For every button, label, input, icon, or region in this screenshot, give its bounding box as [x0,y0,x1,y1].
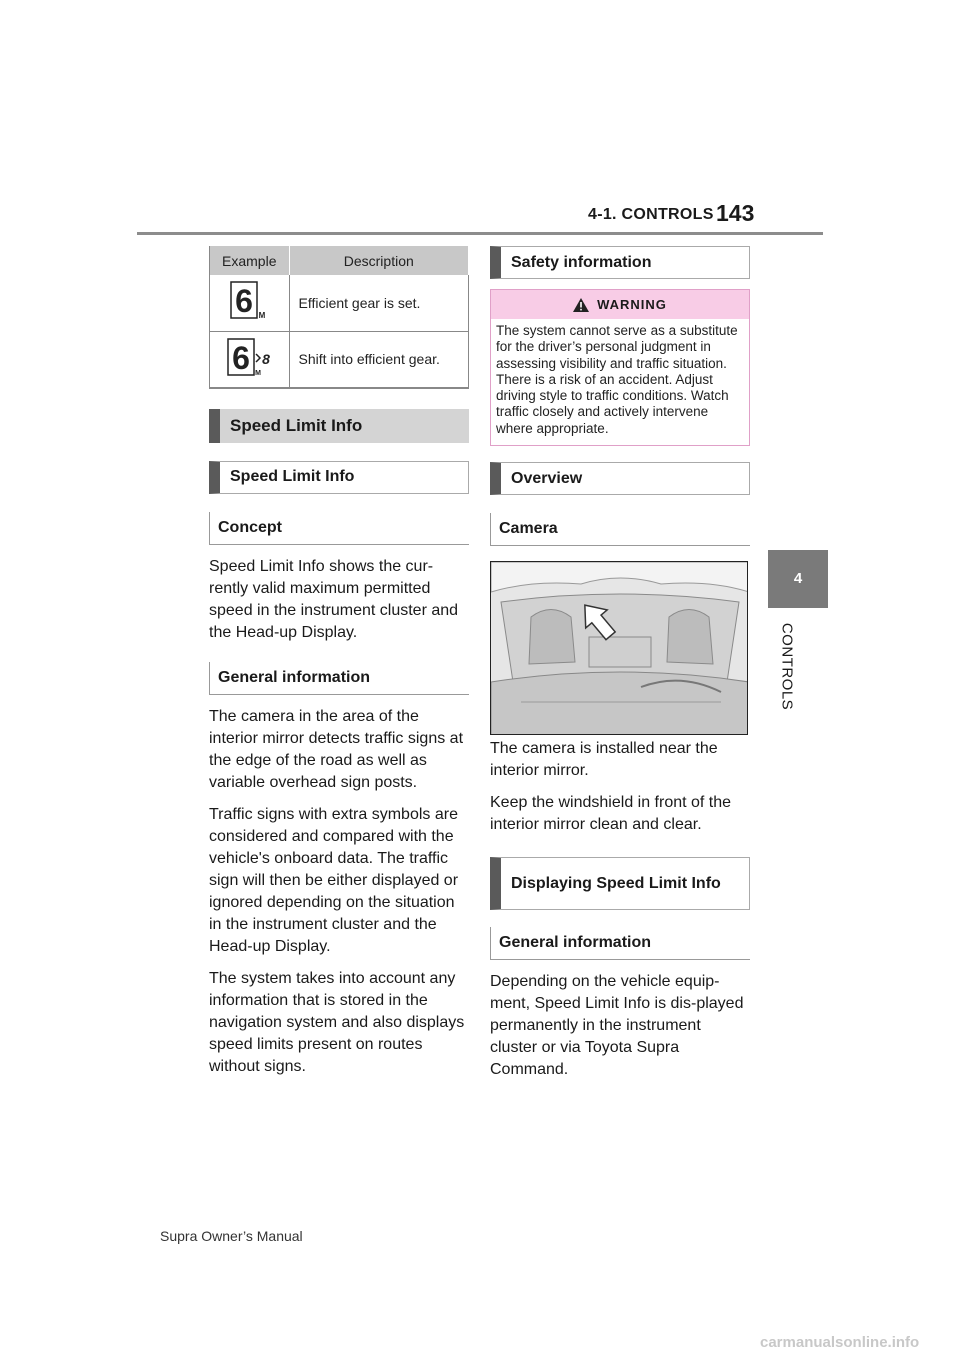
svg-text:M: M [258,311,266,321]
example-table [209,246,469,389]
svg-text:6: 6 [235,283,254,320]
heading-camera: Camera [490,513,750,546]
svg-text:M: M [255,369,262,377]
paragraph-displaying: Depending on the vehicle equip-ment, Speed Limit Info is dis-played permanently in the instrument cluster or via Toyota Supra Command. [490,973,744,1079]
heading-safety-information: Safety information [490,246,750,279]
subheading-speed-limit-info: Speed Limit Info [209,461,469,494]
svg-text:6: 6 [232,339,251,376]
gear-6-to-8-icon [210,331,289,387]
heading-general-information: General information [209,662,469,695]
heading-concept: Concept [209,512,469,545]
warning-triangle-icon [573,298,589,312]
chapter-label: CONTROLS [778,622,796,711]
heading-general-information-2: General information [490,927,750,960]
svg-text:8: 8 [262,350,271,367]
section-title: 4-1. CONTROLS [588,206,714,223]
camera-illustration [490,561,748,735]
gear-6-m-icon [210,275,289,331]
warning-box [490,289,750,446]
footer-manual-title: Supra Owner’s Manual [160,1228,303,1244]
table-header-description: Description [289,246,469,275]
footer-watermark: carmanualsonline.info [760,1334,920,1351]
warning-title: WARNING [597,297,667,312]
left-column [209,246,469,1078]
heading-displaying-speed-limit-info: Displaying Speed Limit Info [490,857,750,910]
paragraph-camera-2: Keep the windshield in front of the interior mirror clean and clear. [490,794,732,834]
page-number: 143 [716,200,755,226]
paragraph-general-3: The system takes into account any information that is stored in the navigation system and also displays speed limits present on routes without signs. [209,969,465,1075]
header-divider [137,232,823,235]
heading-overview: Overview [490,462,750,495]
table-header-example: Example [210,246,289,275]
table-row [210,275,469,331]
heading-speed-limit-info: Speed Limit Info [209,409,469,443]
warning-header [491,290,749,319]
right-column [490,246,750,1081]
chapter-tab: 4 [768,550,828,608]
paragraph-camera-1: The camera is installed near the interior mirror. [490,740,718,780]
paragraph-general-1: The camera in the area of the interior mirror detects traffic signs at the edge of the road as well as variable overhead sign posts. [209,707,464,791]
table-cell-description: Efficient gear is set. [289,275,469,331]
table-row [210,331,469,387]
table-cell-description: Shift into efficient gear. [289,331,469,387]
paragraph-general-2: Traffic signs with extra symbols are considered and compared with the vehicle's onboard data. The traffic sign will then be either displayed or ignored depending on the situation in the instrument cluster and the Head-up Display. [209,805,459,955]
warning-text: The system cannot serve as a substitute for the driver’s personal judgment in assessing visibility and traffic situation. There is a risk of an accident. Adjust driving style to traffic conditions. Watch traffic closely and actively intervene where appropriate. [496,323,738,436]
paragraph-concept: Speed Limit Info shows the cur-rently valid maximum permitted speed in the instrument cluster and the Head-up Display. [209,557,459,641]
